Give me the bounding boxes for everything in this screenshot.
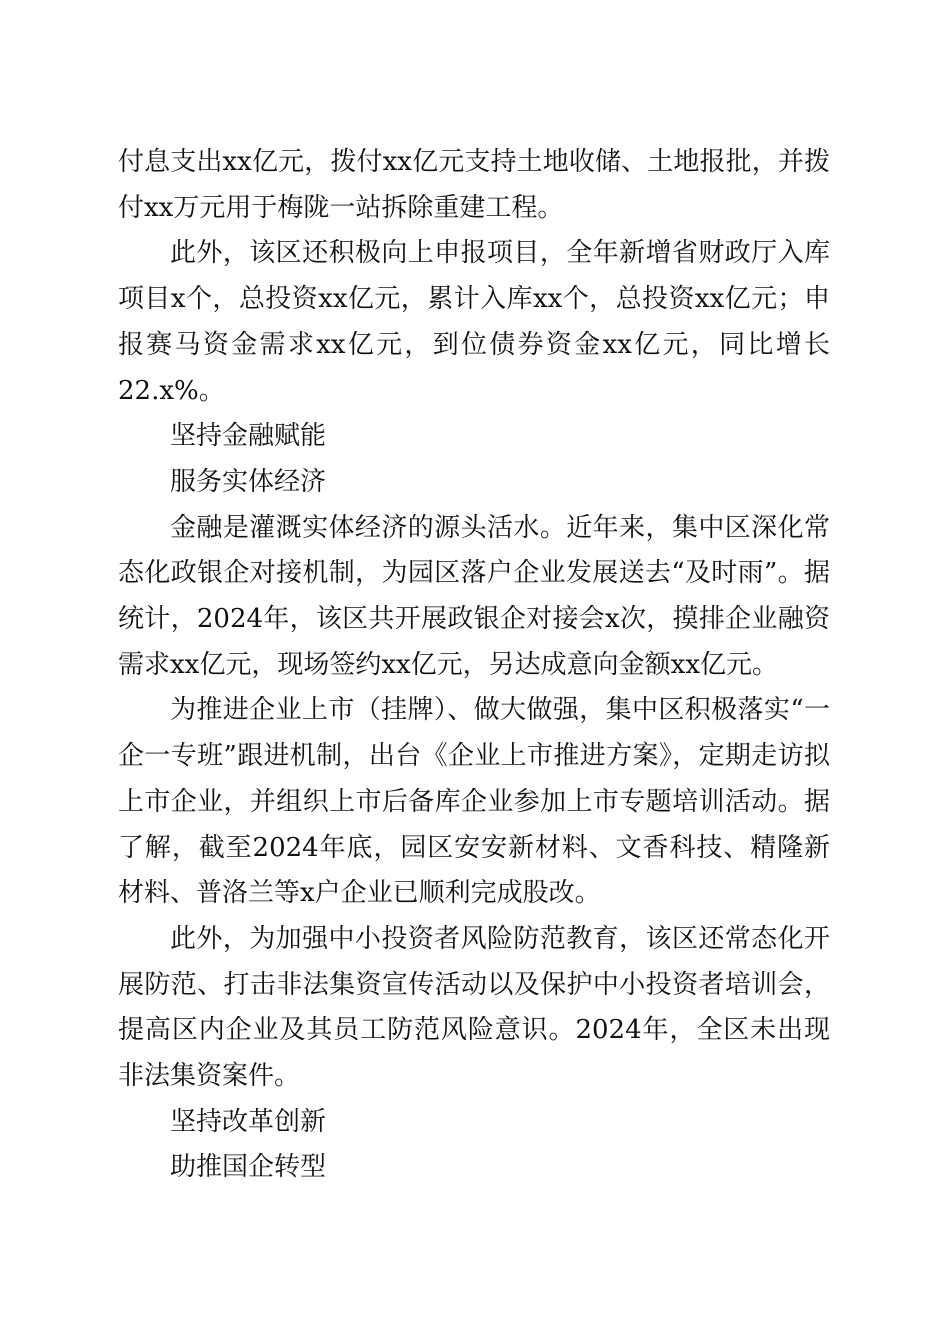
section-heading-line-2: 服务实体经济 (170, 466, 327, 497)
paragraph-listing-promotion: 为推进企业上市（挂牌）、做大做强，集中区积极落实“一企一专班”跟进机制，出台《企业上市推进方案》，定期走访拟上市企业，并组织上市后备库企业参加上市专题培训活动。据了解，截至2024年底，园区安安新材料、文香科技、精隆新材料、普洛兰等x户企业已顺利完成股改。 (118, 695, 830, 909)
paragraph-risk-prevention: 此外，为加强中小投资者风险防范教育，该区还常态化开展防范、打击非法集资宣传活动以及保护中小投资者培训会，提高区内企业及其员工防范风险意识。2024年，全区未出现非法集资案件。 (118, 923, 830, 1092)
paragraph-continued: 付息支出xx亿元，拨付xx亿元支持土地收储、土地报批，并拨付xx万元用于梅陇一站拆除重建工程。 (118, 147, 830, 223)
document-page (118, 140, 830, 1191)
paragraph-project-declaration: 此外，该区还积极向上申报项目，全年新增省财政厅入库项目x个，总投资xx亿元，累计入库xx个，总投资xx亿元；申报赛马资金需求xx亿元，到位债券资金xx亿元，同比增长22.x%。 (118, 238, 830, 406)
section-heading-line-3: 坚持改革创新 (170, 1106, 327, 1137)
section-heading-line-4: 助推国企转型 (170, 1152, 327, 1183)
paragraph-finance-docking: 金融是灌溉实体经济的源头活水。近年来，集中区深化常态化政银企对接机制，为园区落户企业发展送去“及时雨”。据统计，2024年，该区共开展政银企对接会x次，摸排企业融资需求xx亿元，现场签约xx亿元，另达成意向金额xx亿元。 (118, 512, 830, 680)
section-heading-line-1: 坚持金融赋能 (170, 421, 327, 452)
